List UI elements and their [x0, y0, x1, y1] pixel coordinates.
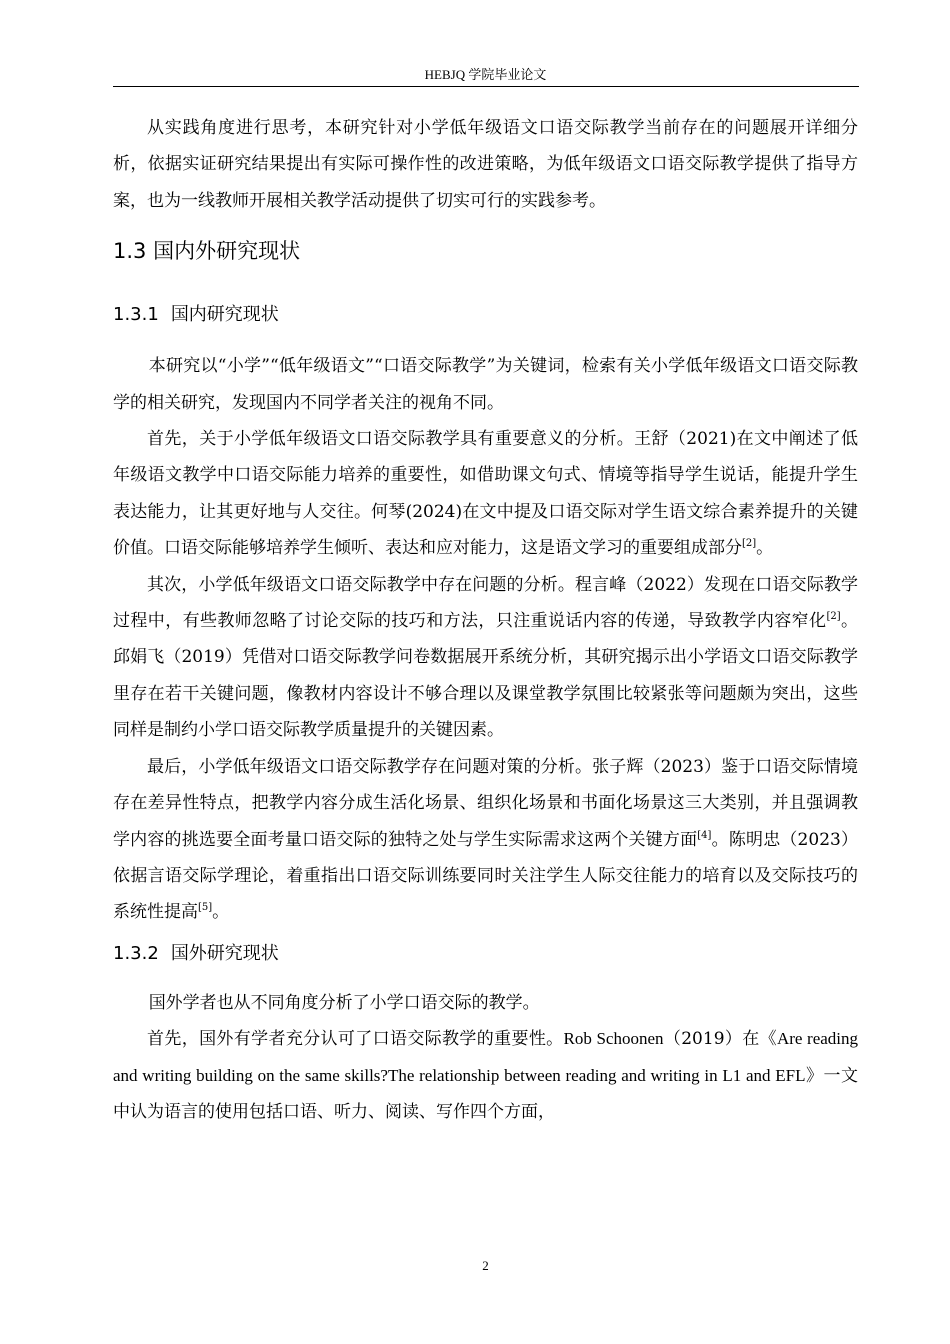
citation-ref: [2] [742, 538, 757, 550]
citation-ref: [2] [826, 611, 841, 623]
domestic-paragraph-4: 最后，小学低年级语文口语交际教学存在问题对策的分析。张子辉（2023）鉴于口语交际情境存在差异性特点，把教学内容分成生活化场景、组织化场景和书面化场景这三大类别，并且强调教学内容的挑选要全面考量口语交际的独特之处与学生实际需求这两个关键方面[4]。陈明忠（2023）依据言语交际学理论，着重指出口语交际训练要同时关注学生人际交往能力的培育以及交际技巧的系统性提高[5]。 [113, 756, 859, 923]
citation-ref: [4] [697, 829, 712, 841]
subsection-title: 国内研究现状 [170, 304, 279, 326]
page-number: 2 [482, 1258, 489, 1273]
subsection-number: 1.3.1 [113, 304, 159, 326]
subsection-number: 1.3.2 [113, 942, 159, 964]
subsection-title: 国外研究现状 [170, 942, 279, 964]
foreign-paragraph-2: 首先，国外有学者充分认可了口语交际教学的重要性。Rob Schoonen（2019）在《Are reading and writing building on the same skills?The relationship between reading and writing in L1 and EFL》一文中认为语言的使用包括口语、听力、阅读、写作四个方面， [113, 1029, 859, 1122]
subsection-heading-1-3-2 [113, 941, 858, 967]
intro-paragraph: 从实践角度进行思考，本研究针对小学低年级语文口语交际教学当前存在的问题展开详细分析，依据实证研究结果提出有实际可操作性的改进策略，为低年级语文口语交际教学提供了指导方案，也为一线教师开展相关教学活动提供了切实可行的实践参考。 [113, 118, 858, 211]
author-name: Rob Schoonen [563, 1029, 664, 1049]
header-rule [113, 86, 859, 87]
section-heading-1-3: 1.3 国内外研究现状 [113, 239, 301, 264]
citation-ref: [5] [198, 902, 213, 914]
domestic-paragraph-2: 首先，关于小学低年级语文口语交际教学具有重要意义的分析。王舒（2021)在文中阐述了低年级语文教学中口语交际能力培养的重要性，如借助课文句式、情境等指导学生说话，能提升学生表达能力，让其更好地与人交往。何琴(2024)在文中提及口语交际对学生语文综合素养提升的关键价值。口语交际能够培养学生倾听、表达和应对能力，这是语文学习的重要组成部分[2]。 [113, 429, 858, 559]
foreign-paragraph-1: 国外学者也从不同角度分析了小学口语交际的教学。 [148, 992, 540, 1013]
domestic-paragraph-1: 本研究以“小学”“低年级语文”“口语交际教学”为关键词，检索有关小学低年级语文口语交际教学的相关研究，发现国内不同学者关注的视角不同。 [113, 356, 858, 413]
domestic-paragraph-3: 其次，小学低年级语文口语交际教学中存在问题的分析。程言峰（2022）发现在口语交际教学过程中，有些教师忽略了讨论交际的技巧和方法，只注重说话内容的传递，导致教学内容窄化[2]。邱娟飞（2019）凭借对口语交际教学问卷数据展开系统分析，其研究揭示出小学语文口语交际教学里存在若干关键问题，像教材内容设计不够合理以及课堂教学氛围比较紧张等问题颇为突出，这些同样是制约小学口语交际教学质量提升的关键因素。 [113, 574, 859, 741]
cited-article-title: Are reading and writing building on the same skills?The relationship between reading and writing in L1 and EFL [113, 1029, 859, 1085]
subsection-heading-1-3-1 [113, 302, 858, 328]
running-header: HEBJQ 学院毕业论文 [424, 67, 547, 82]
page-body [113, 110, 858, 1130]
